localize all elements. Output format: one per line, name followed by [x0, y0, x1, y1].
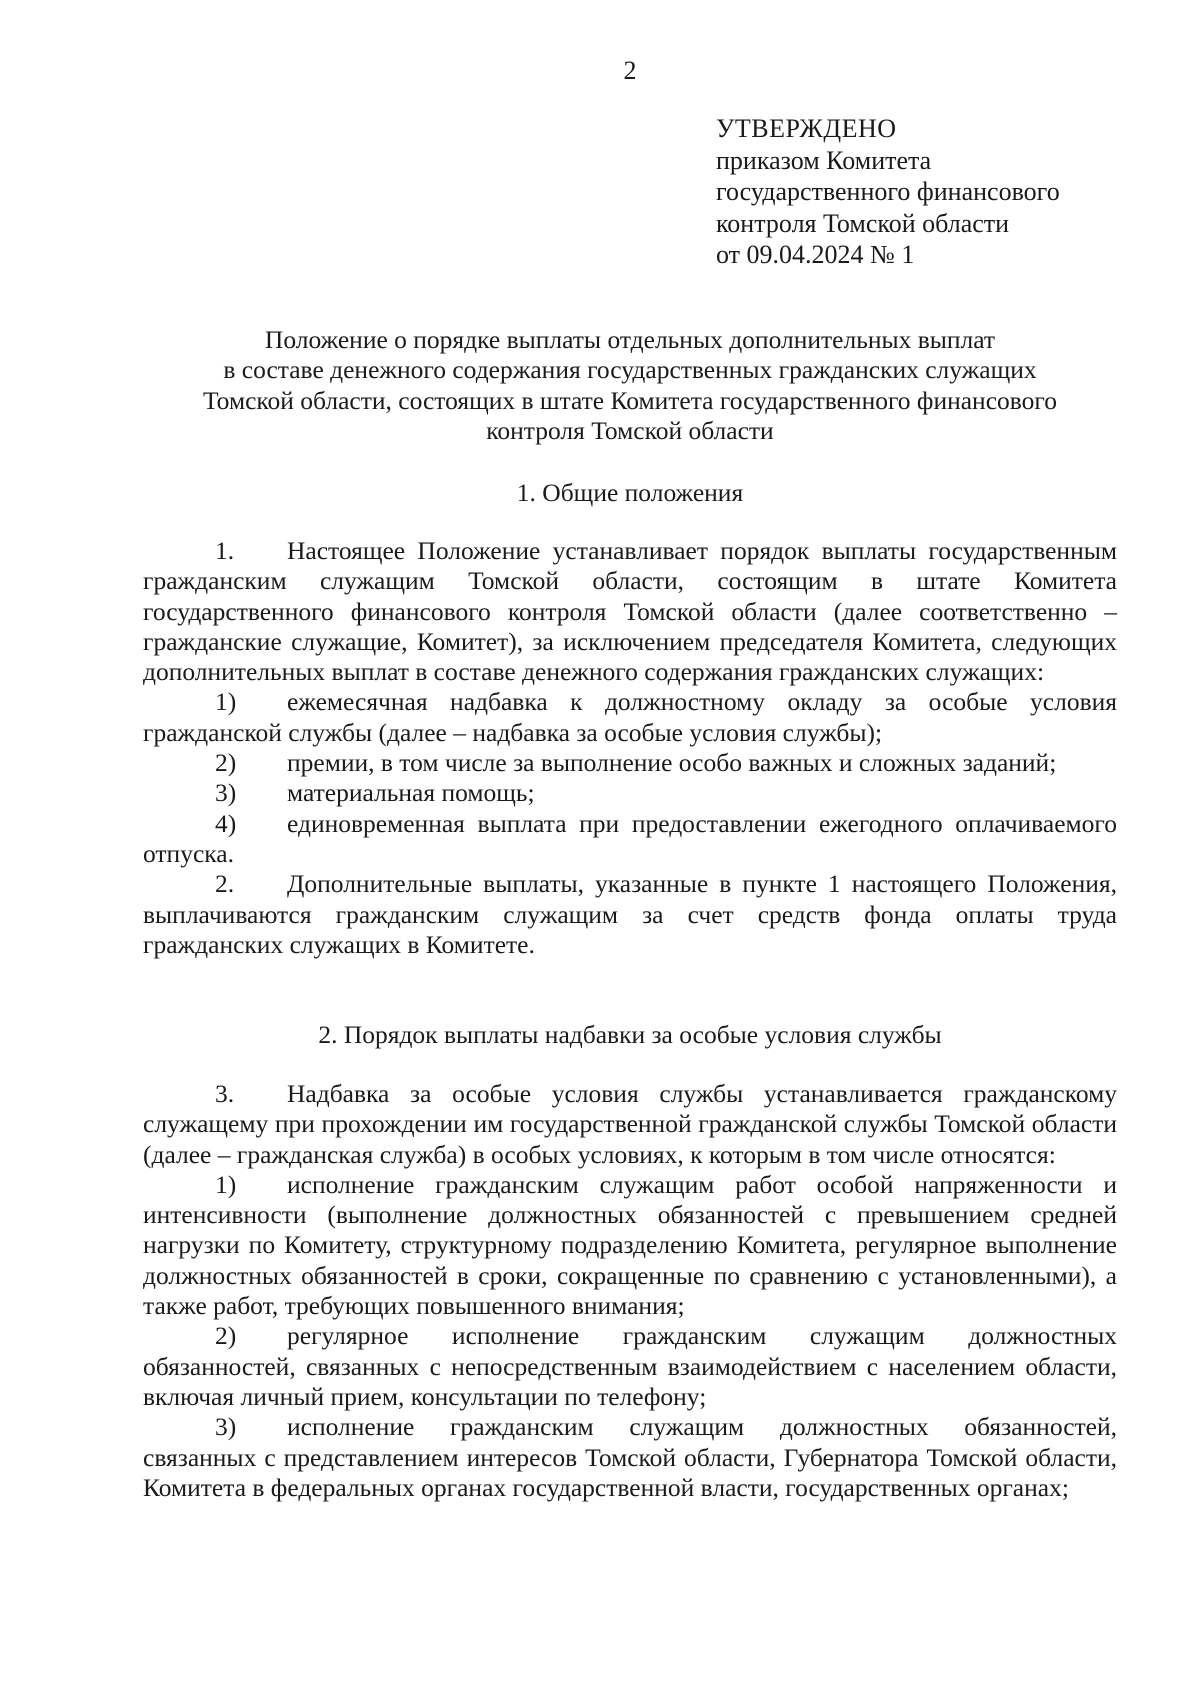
- list-item: [143, 809, 1117, 870]
- list-item: [143, 1170, 1117, 1321]
- list-item-number: 2): [215, 748, 237, 778]
- approval-stamp-block: [716, 113, 1060, 271]
- document-title-line: Томской области, состоящих в штате Комитета государственного финансового: [203, 385, 1057, 415]
- document-title: [143, 325, 1117, 446]
- list-item: [143, 748, 1117, 778]
- list-item-number: 2): [215, 1321, 237, 1351]
- list-item: [143, 778, 1117, 808]
- paragraph-text: Настоящее Положение устанавливает порядок выплаты государственным гражданским служащим Томской области, состоящим в штате Комитета государственного финансового контроля Томской области (далее соответственно – гражданские служащие, Комитет), за исключением председателя Комитета, следующих дополнительных выплат в составе денежного содержания гражданских служащих:: [143, 536, 1117, 687]
- approval-date-line: от 09.04.2024 № 1: [716, 240, 915, 269]
- list-item-number: 1): [215, 687, 237, 717]
- section-heading: 2. Порядок выплаты надбавки за особые условия службы: [318, 1020, 942, 1049]
- approval-heading: УТВЕРЖДЕНО: [716, 114, 897, 143]
- section-body: [143, 1079, 1117, 1503]
- list-item-text: единовременная выплата при предоставлении ежегодного оплачиваемого отпуска.: [143, 808, 1117, 868]
- approval-line: государственного финансового: [716, 177, 1060, 206]
- document-title-line: контроля Томской области: [486, 415, 774, 445]
- paragraph: [143, 1079, 1117, 1170]
- list-item-text: материальная помощь;: [287, 778, 535, 808]
- document-title-line: Положение о порядке выплаты отдельных дополнительных выплат: [264, 325, 996, 354]
- list-item: [143, 1412, 1117, 1503]
- list-item-text: исполнение гражданским служащим работ особой напряженности и интенсивности (выполнение должностных обязанностей с превышением средней нагрузки по Комитету, структурному подразделению Комитета, регулярное выполнение должностных обязанностей в сроки, сокращенные по сравнению с установленными), а также работ, требующих повышенного внимания;: [143, 1169, 1117, 1321]
- document-title-line: в составе денежного содержания государственных гражданских служащих: [223, 355, 1037, 385]
- list-item-number: 3): [215, 778, 237, 808]
- paragraph: [143, 536, 1117, 687]
- list-item: [143, 687, 1117, 748]
- paragraph-number: 1.: [215, 536, 235, 565]
- list-item-text: премии, в том числе за выполнение особо важных и сложных заданий;: [287, 748, 1057, 778]
- approval-line: приказом Комитета: [716, 145, 932, 175]
- list-item-text: ежемесячная надбавка к должностному окладу за особые условия гражданской службы (далее – надбавка за особые условия службы);: [143, 687, 1117, 747]
- paragraph-number: 3.: [215, 1079, 235, 1108]
- list-item-number: 1): [215, 1169, 237, 1199]
- list-item-text: исполнение гражданским служащим должностных обязанностей, связанных с представлением интересов Томской области, Губернатора Томской области, Комитета в федеральных органах государственной власти, государственных органах;: [143, 1412, 1117, 1502]
- paragraph-text: Дополнительные выплаты, указанные в пункте 1 настоящего Положения, выплачиваются гражданским служащим за счет средств фонда оплаты труда гражданских служащих в Комитете.: [143, 869, 1117, 959]
- section-heading: 1. Общие положения: [516, 478, 744, 507]
- approval-line: контроля Томской области: [716, 208, 1010, 238]
- list-item-text: регулярное исполнение гражданским служащим должностных обязанностей, связанных с непосредственным взаимодействием с населением области, включая личный прием, консультации по телефону;: [143, 1321, 1117, 1411]
- paragraph-text: Надбавка за особые условия службы устанавливается гражданскому служащему при прохождении им государственной гражданской службы Томской области (далее – гражданская служба) в особых условиях, к которым в том числе относятся:: [143, 1079, 1117, 1169]
- paragraph: [143, 869, 1117, 960]
- list-item-number: 3): [215, 1412, 237, 1442]
- section-body: [143, 536, 1117, 960]
- page-number: 2: [623, 56, 637, 85]
- paragraph-number: 2.: [215, 869, 235, 899]
- list-item: [143, 1321, 1117, 1412]
- list-item-number: 4): [215, 808, 237, 838]
